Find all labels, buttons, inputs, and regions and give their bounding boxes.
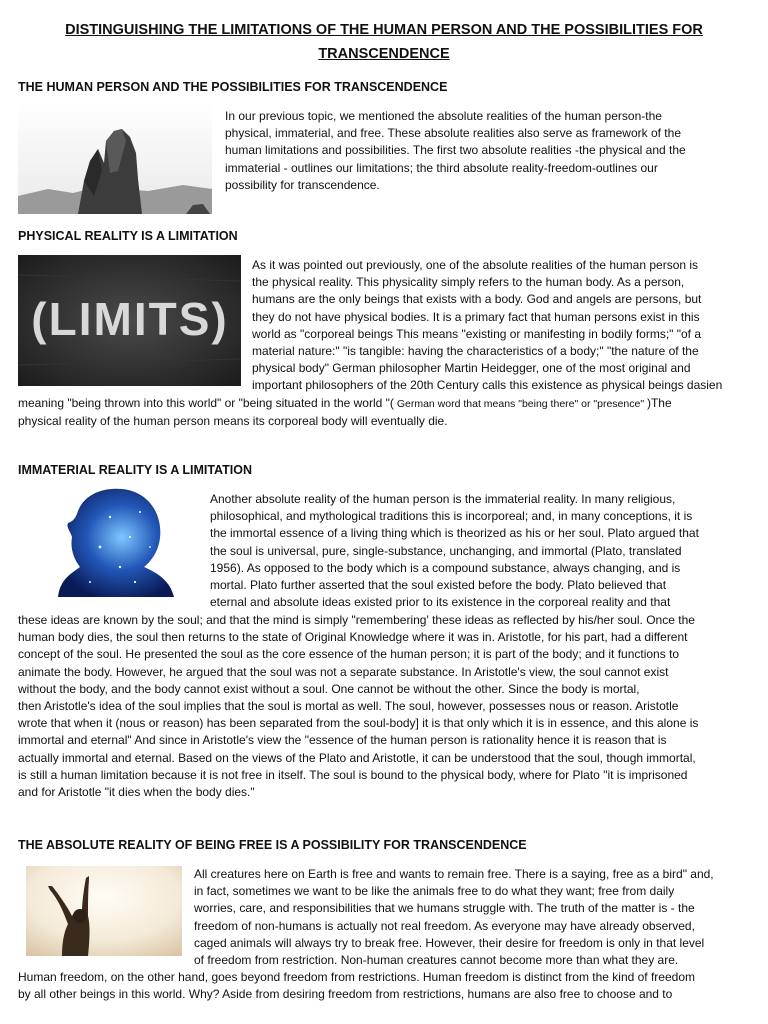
text-line: As it was pointed out previously, one of the absolute realities of the human person is (252, 258, 699, 272)
title-line-2: TRANSCENDENCE (318, 46, 450, 62)
title-line-1: DISTINGUISHING THE LIMITATIONS OF THE HUMAN PERSON AND THE POSSIBILITIES FOR (65, 22, 703, 38)
text-line: of freedom from restriction. Non-human creatures cannot become more than what they are. (194, 953, 679, 968)
text-line: the soul is universal, pure, single-substance, unchanging, and immortal (Plato, translated (210, 543, 682, 558)
rock-pinnacle-photo (18, 101, 212, 214)
limits-sign-photo (18, 255, 241, 386)
text-line: immaterial - outlines our limitations; the third absolute reality-freedom-outlines our (225, 160, 658, 175)
text-line: wrote that when it (nous or reason) has been separated from the soul-body] it is that only which it is in essence, and this alone is (18, 716, 699, 731)
text-line: mortal. Plato further asserted that the soul existed before the body. Plato believed that (210, 578, 667, 593)
text-line: the physical reality. This physicality simply refers to the human body. As a person, (252, 275, 685, 290)
woman-raising-arms-photo (26, 866, 182, 956)
text-line: world as "corporeal beings This means "existing or manifesting in bodily forms;" "of a (252, 326, 702, 341)
text-line: All creatures here on Earth is free and wants to remain free. There is a saying, free as a bird" and, (194, 867, 714, 881)
text-line: In our previous topic, we mentioned the absolute realities of the human person-the (225, 109, 662, 123)
gloss-note: German word that means "being there" or "presence" (393, 398, 647, 410)
text-line: material nature:" "is tangible: having the characteristics of a body;" "the nature of the (252, 344, 699, 359)
cosmic-head-silhouette-photo (40, 487, 198, 597)
section-heading-transcendence: THE HUMAN PERSON AND THE POSSIBILITIES FOR TRANSCENDENCE (18, 80, 448, 94)
limits-sign-text: (LIMITS) (31, 293, 229, 345)
section-heading-freedom: THE ABSOLUTE REALITY OF BEING FREE IS A POSSIBILITY FOR TRANSCENDENCE (18, 838, 527, 852)
text-line: possibility for transcendence. (225, 177, 380, 192)
text-line: then Aristotle's idea of the soul implies that the soul is mortal as well. The soul, however, possesses nous or reason. Aristotle (18, 699, 679, 714)
document-title (40, 18, 728, 66)
paragraph-intro (225, 108, 745, 194)
text-line: concept of the soul. He presented the soul as the core essence of the human person; it is part of the body; and it functions to (18, 647, 680, 662)
text-line (18, 395, 758, 413)
text-line: immortal and eternal" And since in Aristotle's view the "essence of the human person is rationality hence it is reason that is (18, 733, 667, 748)
section-heading-physical: PHYSICAL REALITY IS A LIMITATION (18, 229, 238, 243)
text-line: they do not have physical bodies. It is a primary fact that human persons exist in this (252, 309, 700, 324)
text-line: Human freedom, on the other hand, goes beyond freedom from restrictions. Human freedom is distinct from the kind of freedom (18, 970, 695, 984)
text-line: actually immortal and eternal. Based on the views of the Plato and Aristotle, it can be understood that the soul, though immortal, (18, 750, 696, 765)
text-line: 1956). As opposed to the body which is a compound substance, always changing, and is (210, 560, 681, 575)
text-line: Another absolute reality of the human person is the immaterial reality. In many religious, (210, 492, 676, 506)
text-line: in fact, sometimes we want to be like the animals free to do what they want; free from daily (194, 884, 675, 899)
text-line: important philosophers of the 20th Century calls this existence as physical beings dasien (252, 378, 723, 393)
paragraph-freedom-full (18, 969, 758, 1003)
text-line: is still a human limitation because it is not free in itself. The soul is bound to the physical body, where for Plato "it is imprisoned (18, 767, 688, 782)
text-line: caged animals will always try to break free. However, their desire for freedom is only in that level (194, 935, 705, 950)
text-line: physical body" German philosopher Martin Heidegger, one of the most original and (252, 361, 691, 376)
text-line: eternal and absolute ideas existed prior to its existence in the corporeal reality and that (210, 595, 671, 610)
text-line: philosophical, and mythological traditions this is incorporeal; and, in many conceptions, it is (210, 509, 693, 524)
text-line: by all other beings in this world. Why? Aside from desiring freedom from restrictions, humans are also free to choose and to (18, 987, 673, 1002)
paragraph-immaterial-side (210, 491, 755, 611)
text-segment: )The (646, 396, 672, 410)
paragraph-physical-side (252, 257, 752, 395)
paragraph-physical-full (18, 395, 758, 430)
text-line: humans are the only beings that exists with a body. God and angels are persons, but (252, 292, 702, 307)
text-line: without the body, and the body cannot exist without a soul. One cannot be without the other. Since the body is mortal, (18, 681, 640, 696)
text-line: worries, care, and responsibilities that we humans struggle with. The truth of the matter is - the (194, 901, 695, 916)
paragraph-immaterial-full (18, 612, 758, 801)
text-line: human body dies, the soul then returns to the state of Original Knowledge where it was in. Aristotle, for his part, had a different (18, 630, 688, 645)
text-line: and for Aristotle "it dies when the body dies." (18, 785, 255, 800)
text-line: these ideas are known by the soul; and that the mind is simply "remembering' these ideas as reflected by his/her soul. Once the (18, 613, 695, 627)
paragraph-freedom-side (194, 866, 754, 969)
text-line: physical reality of the human person means its corporeal body will eventually die. (18, 414, 448, 429)
text-segment: meaning "being thrown into this world" or "being situated in the world "( (18, 396, 394, 410)
text-line: human limitations and possibilities. The first two absolute realities -the physical and the (225, 143, 686, 158)
text-line: physical, immaterial, and free. These absolute realities also serve as framework of the (225, 126, 681, 141)
text-line: freedom of non-humans is actually not real freedom. As everyone may have already observed, (194, 918, 695, 933)
text-line: animate the body. However, he argued that the soul was not a separate substance. In Aristotle's view, the soul cannot exist (18, 664, 669, 679)
text-line: the immortal essence of a living thing which is theorized as his or her soul. Plato argued that (210, 526, 699, 541)
section-heading-immaterial: IMMATERIAL REALITY IS A LIMITATION (18, 463, 253, 477)
